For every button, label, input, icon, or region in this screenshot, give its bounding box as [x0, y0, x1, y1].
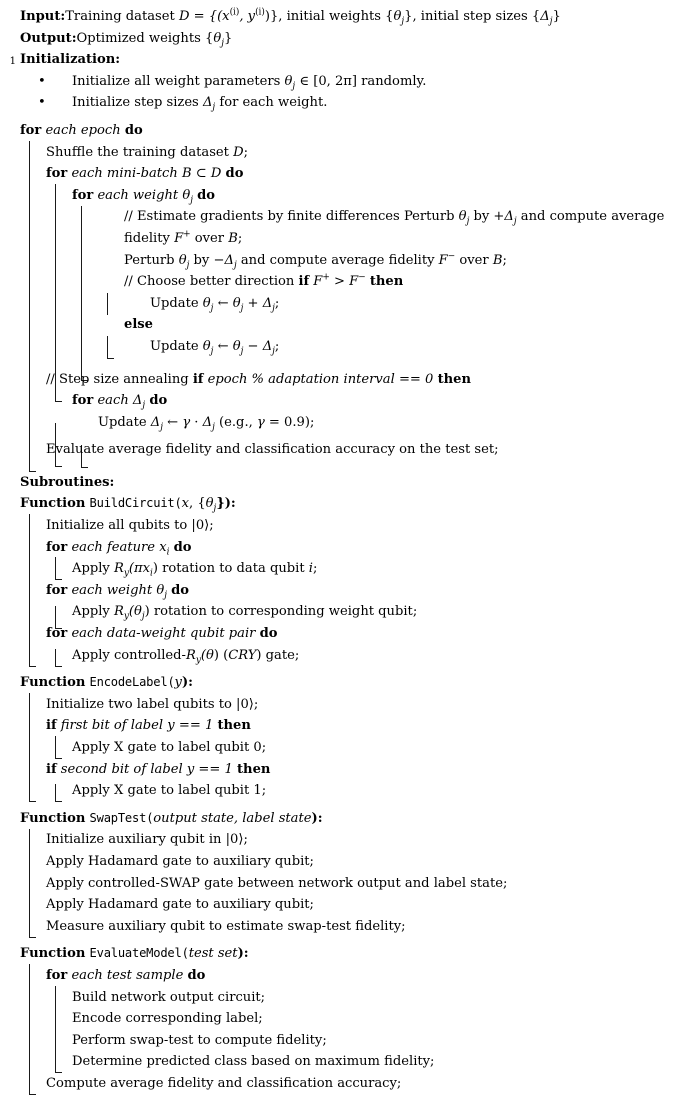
paren-open: ( [174, 496, 182, 511]
arg-close: ): [311, 810, 323, 826]
for-keyword: for [72, 393, 94, 409]
function-name-buildcircuit: BuildCircuit [89, 496, 175, 511]
update-theta: θ [202, 295, 211, 311]
update-semicolon: ; [274, 338, 280, 354]
st-step-line [0, 916, 700, 938]
update-theta-sub: j [210, 346, 214, 357]
main-loop-region [0, 120, 700, 461]
gradient-comment: // Estimate gradients by finite differences Perturb [124, 209, 459, 225]
apply-tail: ) rotation to data qubit [152, 561, 309, 577]
if2-condition-b: == 1 [194, 761, 233, 777]
update-theta-2-sub: j [240, 346, 244, 357]
update-theta: θ [202, 338, 211, 354]
weight-theta-sub: j [164, 590, 167, 601]
function-buildcircuit-line [0, 493, 700, 515]
el-init-line [0, 694, 700, 716]
gamma-value: = 0.9); [264, 414, 315, 430]
st-step-text: Apply Hadamard gate to auxiliary qubit; [46, 897, 314, 913]
then-keyword: then [217, 718, 251, 734]
do-keyword: do [197, 187, 216, 203]
st-step-line [0, 894, 700, 916]
input-eq: = {(x [189, 9, 230, 24]
assign-arrow: ← [213, 338, 233, 354]
shuffle-line [0, 142, 700, 164]
gamma-symbol-2: γ [256, 414, 265, 430]
delta-symbol: Δ [132, 393, 143, 409]
if1-condition-b: == 1 [174, 718, 214, 734]
function-name-swaptest: SwapTest [89, 810, 147, 825]
bc-feature-condition: each feature [71, 539, 160, 555]
weight-theta: θ [182, 187, 191, 203]
then-keyword: then [237, 761, 271, 777]
function-name-evaluatemodel: EvaluateModel [89, 946, 182, 961]
dataset-symbol: D [178, 9, 190, 24]
annealing-condition: epoch % adaptation interval == 0 [207, 371, 434, 387]
plus-operator: + [243, 295, 263, 311]
for-batch-condition: each mini-batch [71, 166, 182, 182]
input-end: } [552, 9, 561, 24]
update-theta-minus-line [0, 336, 700, 358]
delta-symbol-sub: j [142, 400, 146, 411]
rotation-arg: (θ [128, 604, 142, 620]
for-weight-condition: each weight [97, 187, 183, 203]
arg-x: x [181, 496, 189, 512]
update-theta-sub: j [210, 303, 214, 314]
apply-cry-pre: Apply controlled- [72, 647, 186, 663]
weight-theta: θ [156, 582, 165, 598]
bc-for-weight-line [0, 580, 700, 602]
if-F-plus-superscript: + [322, 272, 330, 283]
rotation-arg-sub: i [149, 568, 153, 579]
em-step-text: Perform swap-test to compute fidelity; [72, 1032, 327, 1048]
dot-operator: · [190, 414, 203, 430]
rotation-arg-sub: j [141, 612, 145, 623]
st-step-line [0, 873, 700, 895]
then-keyword: then [437, 371, 471, 387]
if2-condition-a: second bit of label [60, 761, 187, 777]
for-weight-line [0, 185, 700, 207]
perturb-semicolon: ; [502, 252, 507, 268]
update-delta-line [0, 412, 700, 434]
update-semicolon: ; [274, 295, 280, 311]
minus-operator: − [243, 338, 263, 354]
assign-arrow: ← [163, 414, 183, 430]
bc-for-feature-line [0, 537, 700, 559]
feature-symbol-sub: i [166, 547, 170, 558]
paren-open: ( [181, 946, 189, 961]
for-keyword: for [72, 187, 94, 203]
assign-arrow: ← [213, 295, 233, 311]
swap-test-region [0, 808, 700, 938]
anneal-delta-2-sub: j [212, 422, 215, 433]
em-sample-condition: each test sample [71, 967, 184, 983]
bc-weight-condition: each weight [71, 582, 157, 598]
apply-semicolon: ; [312, 561, 318, 577]
st-step-text: Measure auxiliary qubit to estimate swap-test fidelity; [46, 918, 406, 934]
function-keyword: Function [20, 810, 86, 826]
output-theta-sub: j [221, 38, 224, 49]
output-end: } [223, 30, 233, 46]
st-step-text: Initialize auxiliary qubit in |0⟩; [46, 832, 248, 848]
subset-operator: ⊂ [191, 166, 211, 182]
update-theta-2: θ [232, 338, 241, 354]
input-theta-sub: j [401, 16, 405, 27]
indent-rail-hook-anneal-for [81, 467, 88, 468]
update-delta-sub: j [272, 346, 275, 357]
line-number: 1 [9, 56, 16, 68]
function-keyword: Function [20, 675, 86, 691]
for-minibatch-line [0, 163, 700, 185]
input-mid: }, initial step sizes { [404, 9, 541, 24]
gamma-symbol: γ [182, 414, 191, 430]
bc-for-pair-line [0, 623, 700, 645]
arg-y: y [174, 675, 182, 691]
em-final-text: Compute average fidelity and classification accuracy; [46, 1075, 402, 1091]
anneal-delta-sub: j [160, 422, 164, 433]
el-apply-x-1-text: Apply X gate to label qubit 1; [72, 783, 267, 799]
bullet-icon: • [38, 73, 46, 89]
st-step-text: Apply controlled-SWAP gate between network output and label state; [46, 875, 508, 891]
cry-end: ) gate; [256, 647, 300, 663]
update-theta-2-sub: j [240, 303, 244, 314]
el-apply-x-0-text: Apply X gate to label qubit 0; [72, 740, 267, 755]
shuffle-dataset-symbol: D [233, 144, 244, 160]
if-keyword: if [46, 761, 57, 777]
batch-symbol: B [492, 252, 503, 268]
evaluate-line [0, 439, 700, 461]
function-encodelabel-line [0, 672, 700, 694]
el-if-second-bit-line [0, 759, 700, 781]
bc-apply-cry-line [0, 645, 700, 667]
annealing-comment: // Step size annealing [46, 371, 193, 387]
grad-semicolon: ; [237, 230, 243, 246]
grad-mid: by + [469, 209, 505, 225]
for-keyword: for [46, 967, 68, 983]
if1-condition-a: first bit of label [60, 718, 168, 734]
init-item-1-subscript: j [292, 81, 296, 92]
else-keyword: else [124, 317, 154, 333]
initialization-heading: Initialization: [20, 52, 121, 68]
init-bullet-item-1 [0, 71, 700, 93]
if2-label-y: y [186, 761, 195, 777]
step-size-annealing-line [0, 369, 700, 391]
perturb-theta-sub: j [186, 260, 190, 271]
paren-open: ( [146, 810, 154, 825]
for-keyword: for [46, 166, 68, 182]
input-delta-sub: j [549, 16, 553, 27]
function-keyword: Function [20, 496, 86, 512]
output-line [0, 28, 700, 50]
rotation-arg: (πx [128, 561, 150, 577]
arg-close: ): [181, 675, 193, 691]
arg-theta: θ [205, 496, 214, 512]
subroutines-heading [0, 472, 700, 494]
grad-delta-sub: j [513, 216, 517, 227]
indent-rail-hook-anneal [55, 466, 62, 467]
direction-comment: // Choose better direction [124, 274, 299, 290]
evaluate-model-region [0, 943, 700, 1094]
rotation-R-sub: y [123, 612, 129, 623]
init-item-2-post: for each weight. [215, 95, 328, 111]
em-step-line [0, 1030, 700, 1052]
apply-pre: Apply [72, 604, 114, 620]
bc-init-text: Initialize all qubits to |0⟩; [46, 518, 214, 534]
for-keyword: for [20, 122, 42, 138]
function-swaptest-line [0, 808, 700, 830]
do-keyword: do [124, 122, 143, 138]
arg-theta-sub: j [213, 504, 217, 515]
dataset-symbol: D [210, 166, 222, 182]
indent-rail-hook-bc-pair [55, 666, 62, 667]
init-item-1-pre: Initialize all weight parameters [72, 73, 285, 89]
estimate-gradients-line [0, 206, 700, 249]
indent-rail-hook-else [107, 358, 114, 359]
grad-over: over [190, 230, 229, 246]
output-theta: θ [213, 30, 222, 46]
greater-than-operator: > [329, 274, 350, 290]
for-keyword: for [46, 582, 68, 598]
do-keyword: do [171, 582, 190, 598]
rotation-arg: (θ [200, 647, 214, 663]
bc-apply-weight-line [0, 601, 700, 623]
for-delta-line [0, 390, 700, 412]
rotation-R: R [113, 604, 124, 620]
function-evaluatemodel-line [0, 943, 700, 965]
for-epoch-line [0, 120, 700, 142]
bc-init-line [0, 515, 700, 537]
em-for-sample-line [0, 965, 700, 987]
fidelity-F-plus: F [174, 230, 184, 246]
input-comma: , y [239, 9, 256, 24]
for-keyword: for [46, 626, 68, 642]
perturb-mid: by − [189, 252, 225, 268]
cry-tail: ) ( [213, 647, 229, 663]
batch-symbol: B [181, 166, 192, 182]
em-step-line [0, 1008, 700, 1030]
if-keyword: if [298, 274, 310, 290]
if1-label-y: y [167, 718, 175, 734]
for-delta-condition: each [97, 393, 133, 409]
swaptest-args: output state, label state [153, 810, 312, 826]
init-item-2-pre: Initialize step sizes [72, 95, 203, 111]
update-theta-plus-line [0, 293, 700, 315]
for-epoch-condition: each epoch [45, 122, 121, 138]
anneal-delta-2: Δ [202, 414, 213, 430]
choose-direction-if-line [0, 271, 700, 293]
grad-theta-sub: j [466, 216, 470, 227]
if-keyword: if [46, 718, 57, 734]
rotation-R: R [113, 561, 124, 577]
spacer [0, 461, 700, 472]
do-keyword: do [173, 539, 192, 555]
if-F-minus-superscript: − [358, 272, 366, 283]
if-F-minus: F [349, 274, 359, 290]
perturb-theta: θ [178, 252, 187, 268]
update-delta-pre: Update [98, 414, 151, 430]
el-apply-x-0-line [0, 737, 700, 759]
do-keyword: do [225, 166, 244, 182]
rotation-R-sub: y [195, 655, 201, 666]
build-circuit-region [0, 493, 700, 666]
bullet-icon: • [38, 95, 46, 111]
shuffle-semicolon: ; [243, 144, 249, 160]
input-delta: Δ [540, 9, 550, 24]
rotation-R-sub: y [123, 568, 129, 579]
fidelity-plus-superscript: + [183, 229, 191, 240]
batch-symbol: B [228, 230, 238, 246]
paren-open: ( [167, 675, 175, 690]
arg-comma: , { [189, 496, 206, 512]
em-step-text: Encode corresponding label; [72, 1011, 263, 1027]
grad-tail: and compute average fidelity [124, 209, 665, 246]
input-superscript-1: (i) [229, 7, 240, 18]
input-line [0, 6, 700, 28]
init-item-1-post: ∈ [0, 2π] randomly. [295, 73, 427, 89]
grad-delta: Δ [504, 209, 514, 225]
perturb-tail: and compute average fidelity [236, 252, 439, 268]
arg-close: }): [216, 496, 236, 512]
spacer [0, 358, 700, 369]
init-bullet-item-2 [0, 92, 700, 114]
input-label: Input: [20, 9, 66, 24]
em-step-text: Determine predicted class based on maximum fidelity; [72, 1054, 435, 1070]
feature-symbol: x [159, 539, 167, 555]
update-delta: Δ [262, 295, 273, 311]
do-keyword: do [149, 393, 168, 409]
rotation-R: R [185, 647, 196, 663]
cry-gate-label: CRY [228, 647, 257, 663]
perturb-delta: Δ [224, 252, 234, 268]
perturb-pre: Perturb [124, 252, 179, 268]
weight-theta-sub: j [190, 195, 193, 206]
subroutines-heading-text: Subroutines: [20, 474, 115, 490]
indent-rail-hook-buildcircuit [29, 666, 36, 667]
em-step-text: Build network output circuit; [72, 989, 266, 1005]
init-item-2-symbol: Δ [202, 95, 213, 111]
init-item-1-symbol: θ [284, 73, 293, 89]
em-final-line [0, 1073, 700, 1095]
if-F-plus: F [313, 274, 323, 290]
el-if-first-bit-line [0, 715, 700, 737]
input-close: )}, initial weights { [264, 9, 394, 24]
input-theta: θ [393, 9, 402, 24]
if-keyword: if [192, 371, 204, 387]
apply-pre: Apply [72, 561, 114, 577]
update-delta-sub: j [272, 303, 275, 314]
st-step-text: Apply Hadamard gate to auxiliary qubit; [46, 853, 314, 869]
qubit-index: i [308, 561, 313, 577]
output-label: Output: [20, 30, 77, 46]
perturb-minus-line [0, 250, 700, 272]
update-pre: Update [150, 295, 203, 311]
function-name-encodelabel: EncodeLabel [89, 675, 168, 690]
st-step-line [0, 829, 700, 851]
apply-tail: ) rotation to corresponding weight qubit; [144, 604, 418, 620]
eg-tail: (e.g., [214, 414, 257, 430]
shuffle-text: Shuffle the training dataset [46, 144, 234, 160]
arg-close: ): [237, 946, 249, 962]
bc-apply-feature-line [0, 558, 700, 580]
do-keyword: do [259, 626, 278, 642]
update-pre: Update [150, 338, 203, 354]
em-step-line [0, 1051, 700, 1073]
output-text: Optimized weights { [76, 30, 214, 46]
perturb-delta-sub: j [233, 260, 237, 271]
do-keyword: do [187, 967, 206, 983]
then-keyword: then [369, 274, 404, 290]
encode-label-region [0, 672, 700, 802]
init-item-2-subscript: j [212, 102, 216, 113]
grad-theta: θ [458, 209, 467, 225]
function-keyword: Function [20, 946, 86, 962]
fidelity-F-minus: F [438, 252, 448, 268]
evaluate-text: Evaluate average fidelity and classification accuracy on the test set; [46, 442, 499, 458]
evaluatemodel-args: test set [188, 946, 238, 962]
initialization-heading-line [0, 49, 700, 71]
em-step-line [0, 987, 700, 1009]
anneal-delta: Δ [150, 414, 161, 430]
for-keyword: for [46, 539, 68, 555]
input-superscript-2: (i) [255, 7, 265, 18]
update-delta: Δ [262, 338, 273, 354]
el-apply-x-1-line [0, 780, 700, 802]
st-step-line [0, 851, 700, 873]
fidelity-minus-superscript: − [447, 251, 456, 262]
update-theta-2: θ [232, 295, 241, 311]
el-init-text: Initialize two label qubits to |0⟩; [46, 696, 259, 712]
else-line [0, 314, 700, 336]
bc-pair-condition: each data-weight qubit pair [71, 626, 256, 642]
input-text-a: Training dataset [65, 9, 179, 24]
perturb-over: over [455, 252, 493, 268]
